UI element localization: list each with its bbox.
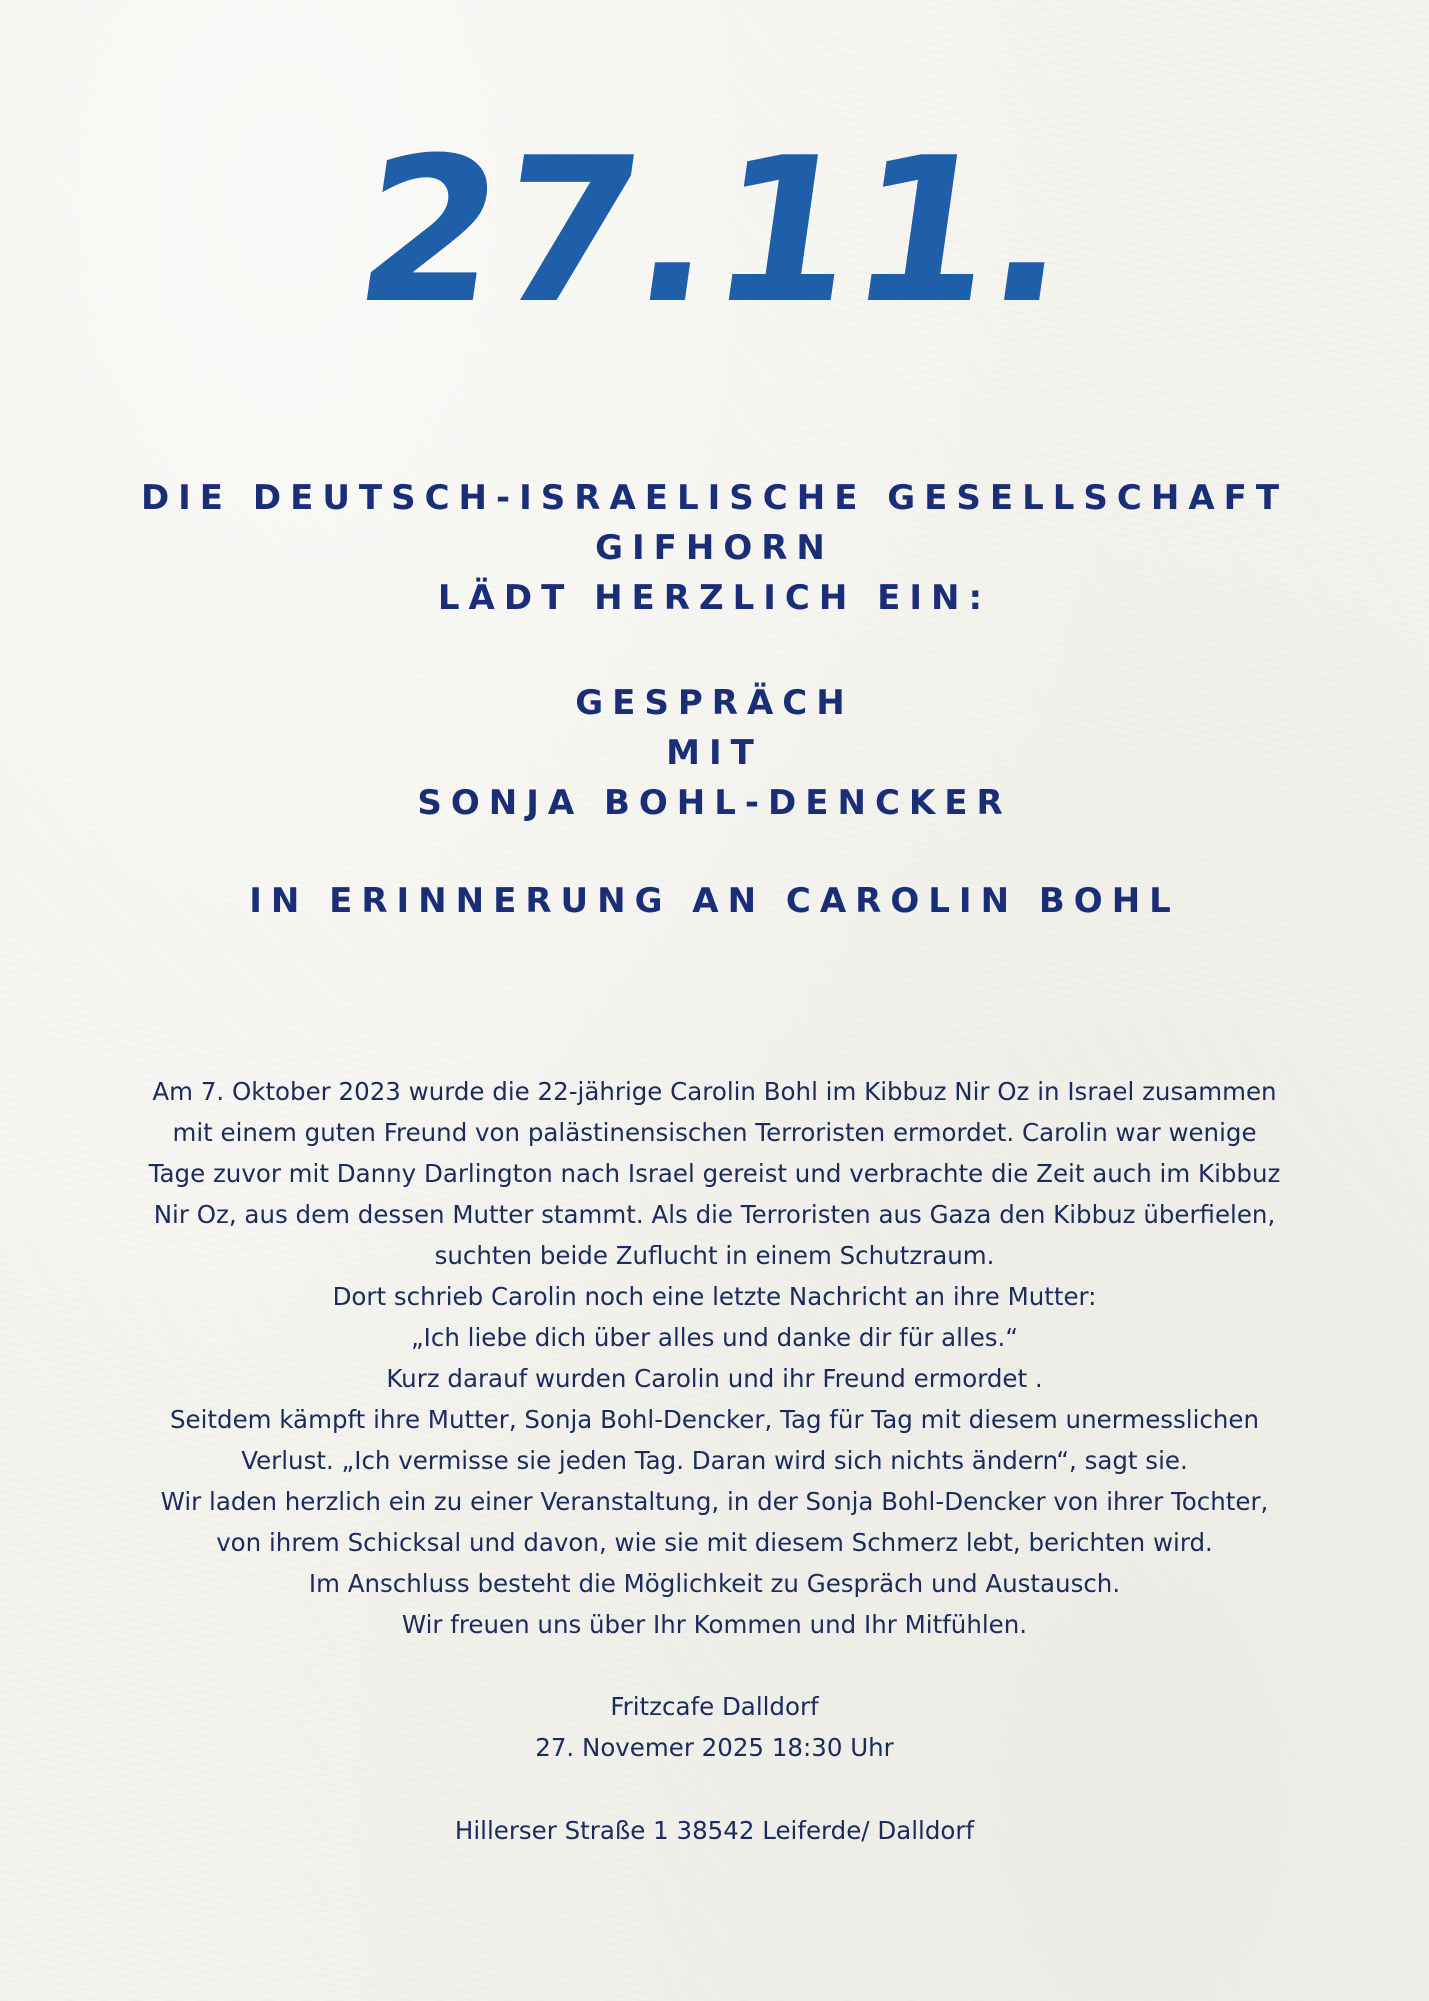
venue-address: Hillerser Straße 1 38542 Leiferde/ Dalldorf (454, 1816, 975, 1845)
body-line: „Ich liebe dich über alles und danke dir für alles.“ (410, 1323, 1019, 1352)
body-line: Im Anschluss besteht die Möglichkeit zu Gespräch und Austausch. (308, 1569, 1121, 1598)
venue-datetime: 27. Novemer 2025 18:30 Uhr (535, 1733, 894, 1762)
organizer-heading (0, 473, 1429, 623)
body-line: Tage zuvor mit Danny Darlington nach Israel gereist und verbrachte die Zeit auch im Kibbuz (148, 1159, 1281, 1188)
body-line: von ihrem Schicksal und davon, wie sie mit diesem Schmerz lebt, berichten wird. (216, 1528, 1213, 1557)
body-paragraph (100, 1071, 1329, 1645)
body-line: Am 7. Oktober 2023 wurde die 22-jährige Carolin Bohl im Kibbuz Nir Oz in Israel zusammen (152, 1077, 1277, 1106)
event-line-1: GESPRÄCH (575, 683, 854, 723)
date-title-text: 27.11. (344, 114, 1086, 348)
venue-name: Fritzcafe Dalldorf (610, 1692, 819, 1721)
date-title (344, 110, 1086, 348)
body-line: Dort schrieb Carolin noch eine letzte Nachricht an ihre Mutter: (332, 1282, 1097, 1311)
event-heading (0, 678, 1429, 828)
body-line: Wir laden herzlich ein zu einer Veranstaltung, in der Sonja Bohl-Dencker von ihrer Tochter, (160, 1487, 1269, 1516)
body-line: Seitdem kämpft ihre Mutter, Sonja Bohl-Dencker, Tag für Tag mit diesem unermesslichen (169, 1405, 1260, 1434)
venue-block (0, 1686, 1429, 1768)
event-line-2: MIT (666, 733, 763, 773)
body-line: Nir Oz, aus dem dessen Mutter stammt. Als die Terroristen aus Gaza den Kibbuz überfielen, (153, 1200, 1276, 1229)
memorial-heading (0, 876, 1429, 926)
body-line: Wir freuen uns über Ihr Kommen und Ihr Mitfühlen. (401, 1610, 1028, 1639)
organizer-line-3: LÄDT HERZLICH EIN: (437, 578, 992, 618)
organizer-line-2: GIFHORN (595, 528, 834, 568)
event-line-3: SONJA BOHL-DENCKER (417, 783, 1012, 823)
body-line: Verlust. „Ich vermisse sie jeden Tag. Daran wird sich nichts ändern“, sagt sie. (241, 1446, 1188, 1475)
memorial-line: IN ERINNERUNG AN CAROLIN BOHL (249, 881, 1180, 921)
body-line: Kurz darauf wurden Carolin und ihr Freund ermordet . (386, 1364, 1043, 1393)
body-line: suchten beide Zuflucht in einem Schutzraum. (434, 1241, 995, 1270)
venue-address-block (0, 1810, 1429, 1851)
body-line: mit einem guten Freund von palästinensischen Terroristen ermordet. Carolin war wenige (172, 1118, 1257, 1147)
organizer-line-1: DIE DEUTSCH-ISRAELISCHE GESELLSCHAFT (140, 478, 1289, 518)
